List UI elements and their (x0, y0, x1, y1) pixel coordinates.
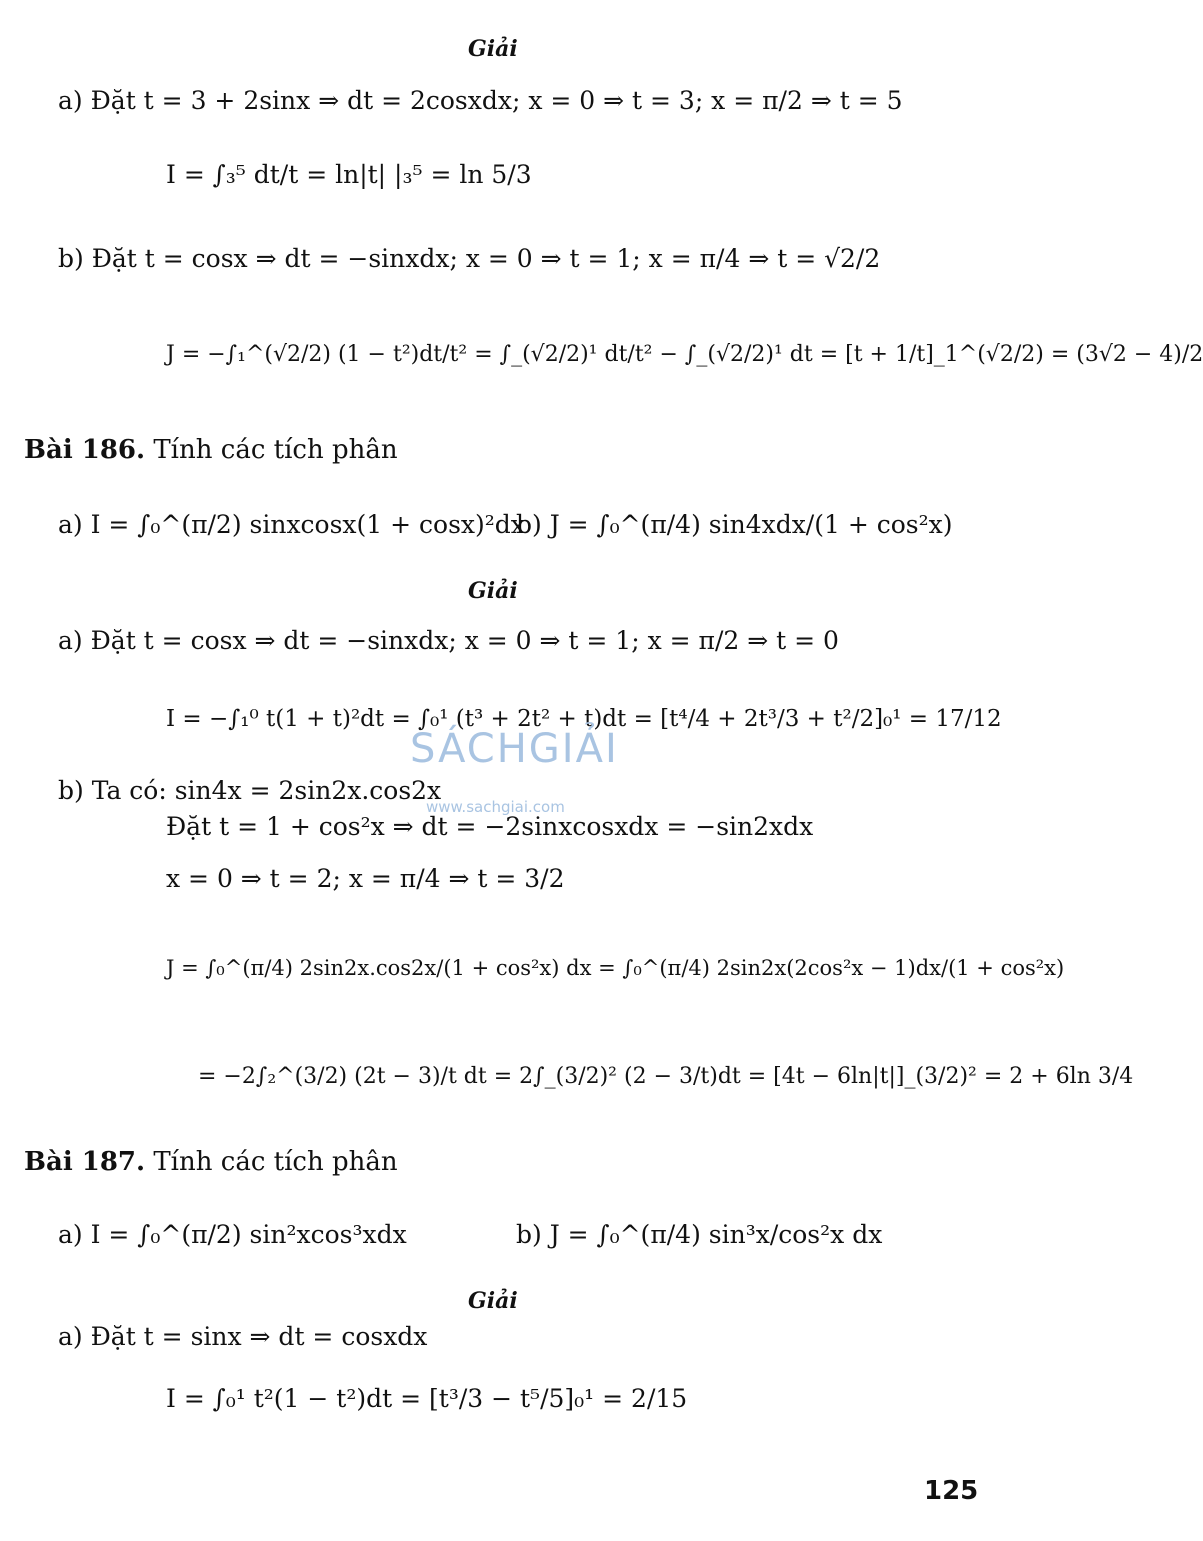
sol-186-b-bounds: x = 0 ⇒ t = 2; x = π/4 ⇒ t = 3/2 (166, 864, 565, 893)
exercise-187-b: b) J = ∫₀^(π/4) sin³x/cos²x dx (516, 1220, 883, 1249)
sol-186-b-integral: J = ∫₀^(π/4) 2sin2x.cos2x/(1 + cos²x) dx = ∫₀^(π/4) 2sin2x(2cos²x − 1)dx/(1 + cos²x) (166, 956, 1065, 980)
solution-heading: Giải (468, 36, 518, 62)
sol-187-a-result: I = ∫₀¹ t²(1 − t²)dt = [t³/3 − t⁵/5]₀¹ = 2/15 (166, 1384, 688, 1413)
solution-heading-187: Giải (468, 1288, 518, 1314)
part1-b-substitution: b) Đặt t = cosx ⇒ dt = −sinxdx; x = 0 ⇒ t = 1; x = π/4 ⇒ t = √2/2 (58, 244, 881, 273)
part1-a-result: I = ∫₃⁵ dt/t = ln|t| |₃⁵ = ln 5/3 (166, 160, 532, 189)
solution-heading-186: Giải (468, 578, 518, 604)
sol-186-b-substitution: Đặt t = 1 + cos²x ⇒ dt = −2sinxcosxdx = −sin2xdx (166, 812, 814, 841)
sol-186-a-result: I = −∫₁⁰ t(1 + t)²dt = ∫₀¹ (t³ + 2t² + t)dt = [t⁴/4 + 2t³/3 + t²/2]₀¹ = 17/12 (166, 706, 1002, 732)
sol-187-a-substitution: a) Đặt t = sinx ⇒ dt = cosxdx (58, 1322, 428, 1351)
exercise-187-a: a) I = ∫₀^(π/2) sin²xcos³xdx (58, 1220, 407, 1249)
exercise-187-title (24, 1147, 398, 1177)
exercise-186-b: b) J = ∫₀^(π/4) sin4xdx/(1 + cos²x) (516, 510, 953, 539)
exercise-186-title (24, 435, 398, 465)
sol-186-b-note: b) Ta có: sin4x = 2sin2x.cos2x (58, 776, 442, 805)
exercise-186-a: a) I = ∫₀^(π/2) sinxcosx(1 + cosx)²dx (58, 510, 525, 539)
exercise-187-instruction: Tính các tích phân (145, 1147, 398, 1177)
sol-186-b-result: = −2∫₂^(3/2) (2t − 3)/t dt = 2∫_(3/2)² (2 − 3/t)dt = [4t − 6ln|t|]_(3/2)² = 2 + 6ln 3/4 (198, 1064, 1134, 1089)
page-number: 125 (924, 1476, 979, 1506)
watermark-logo: SÁCHGIẢI (410, 726, 619, 772)
exercise-186-number: Bài 186. (24, 435, 146, 465)
part1-b-result: J = −∫₁^(√2/2) (1 − t²)dt/t² = ∫_(√2/2)¹ dt/t² − ∫_(√2/2)¹ dt = [t + 1/t]_1^(√2/2) = (3√2 − 4)/2 (166, 342, 1203, 367)
sol-186-a-substitution: a) Đặt t = cosx ⇒ dt = −sinxdx; x = 0 ⇒ t = 1; x = π/2 ⇒ t = 0 (58, 626, 839, 655)
exercise-187-number: Bài 187. (24, 1147, 146, 1177)
part1-a-substitution: a) Đặt t = 3 + 2sinx ⇒ dt = 2cosxdx; x = 0 ⇒ t = 3; x = π/2 ⇒ t = 5 (58, 86, 903, 115)
watermark-url: www.sachgiai.com (426, 798, 565, 816)
exercise-186-instruction: Tính các tích phân (145, 435, 398, 465)
